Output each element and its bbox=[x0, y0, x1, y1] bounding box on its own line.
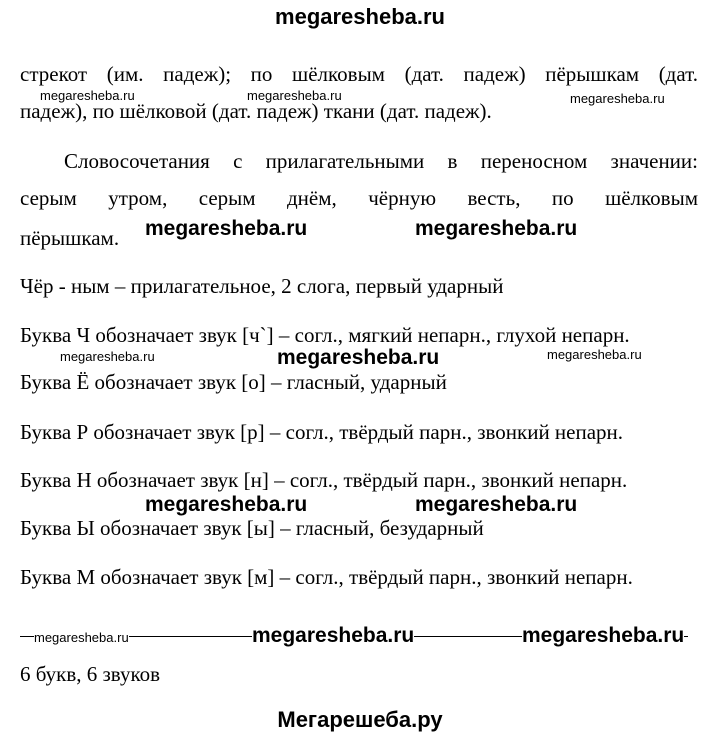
watermark-big: megaresheba.ru bbox=[252, 624, 415, 647]
watermark-small: megaresheba.ru bbox=[60, 349, 155, 364]
letter-analysis-line: Буква Ы обозначает звук [ы] – гласный, безударный bbox=[20, 516, 484, 540]
watermark-big: megaresheba.ru bbox=[145, 217, 308, 240]
watermark-big: megaresheba.ru bbox=[415, 217, 578, 240]
paragraph1-line2: падеж), по шёлковой (дат. падеж) ткани (дат. падеж). bbox=[20, 99, 492, 123]
letter-analysis-line: Буква Ч обозначает звук [ч`] – согл., мягкий непарн., глухой непарн. bbox=[20, 323, 630, 347]
footer-site-title: Мегарешеба.ру bbox=[277, 707, 443, 732]
letter-analysis-line: Буква Н обозначает звук [н] – согл., твёрдый парн., звонкий непарн. bbox=[20, 468, 628, 492]
paragraph2-line3: пёрышкам. bbox=[20, 226, 120, 250]
watermark-small: megaresheba.ru bbox=[34, 630, 129, 645]
letter-analysis-line: Буква М обозначает звук [м] – согл., твёрдый парн., звонкий непарн. bbox=[20, 565, 633, 589]
letters-sounds-summary: 6 букв, 6 звуков bbox=[20, 662, 161, 686]
watermark-big: megaresheba.ru bbox=[277, 346, 440, 369]
paragraph2-line1: Словосочетания с прилагательными в переносном значении: bbox=[64, 149, 698, 173]
watermark-small: megaresheba.ru bbox=[40, 88, 135, 103]
watermark-big: megaresheba.ru bbox=[145, 493, 308, 516]
watermark-big: megaresheba.ru bbox=[415, 493, 578, 516]
letter-analysis-line: Буква Р обозначает звук [р] – согл., твёрдый парн., звонкий непарн. bbox=[20, 420, 624, 444]
syllable-analysis: Чёр - ным – прилагательное, 2 слога, первый ударный bbox=[20, 274, 504, 298]
paragraph1-line1: стрекот (им. падеж); по шёлковым (дат. падеж) пёрышкам (дат. bbox=[20, 62, 698, 86]
paragraph2-line2: серым утром, серым днём, чёрную весть, по шёлковым bbox=[20, 186, 698, 210]
watermark-small: megaresheba.ru bbox=[570, 91, 665, 106]
letter-analysis-line: Буква Ё обозначает звук [о] – гласный, ударный bbox=[20, 370, 447, 394]
watermark-small: megaresheba.ru bbox=[247, 88, 342, 103]
watermark-big: megaresheba.ru bbox=[522, 624, 685, 647]
watermark-small: megaresheba.ru bbox=[547, 347, 642, 362]
header-site-title: megaresheba.ru bbox=[275, 4, 445, 29]
